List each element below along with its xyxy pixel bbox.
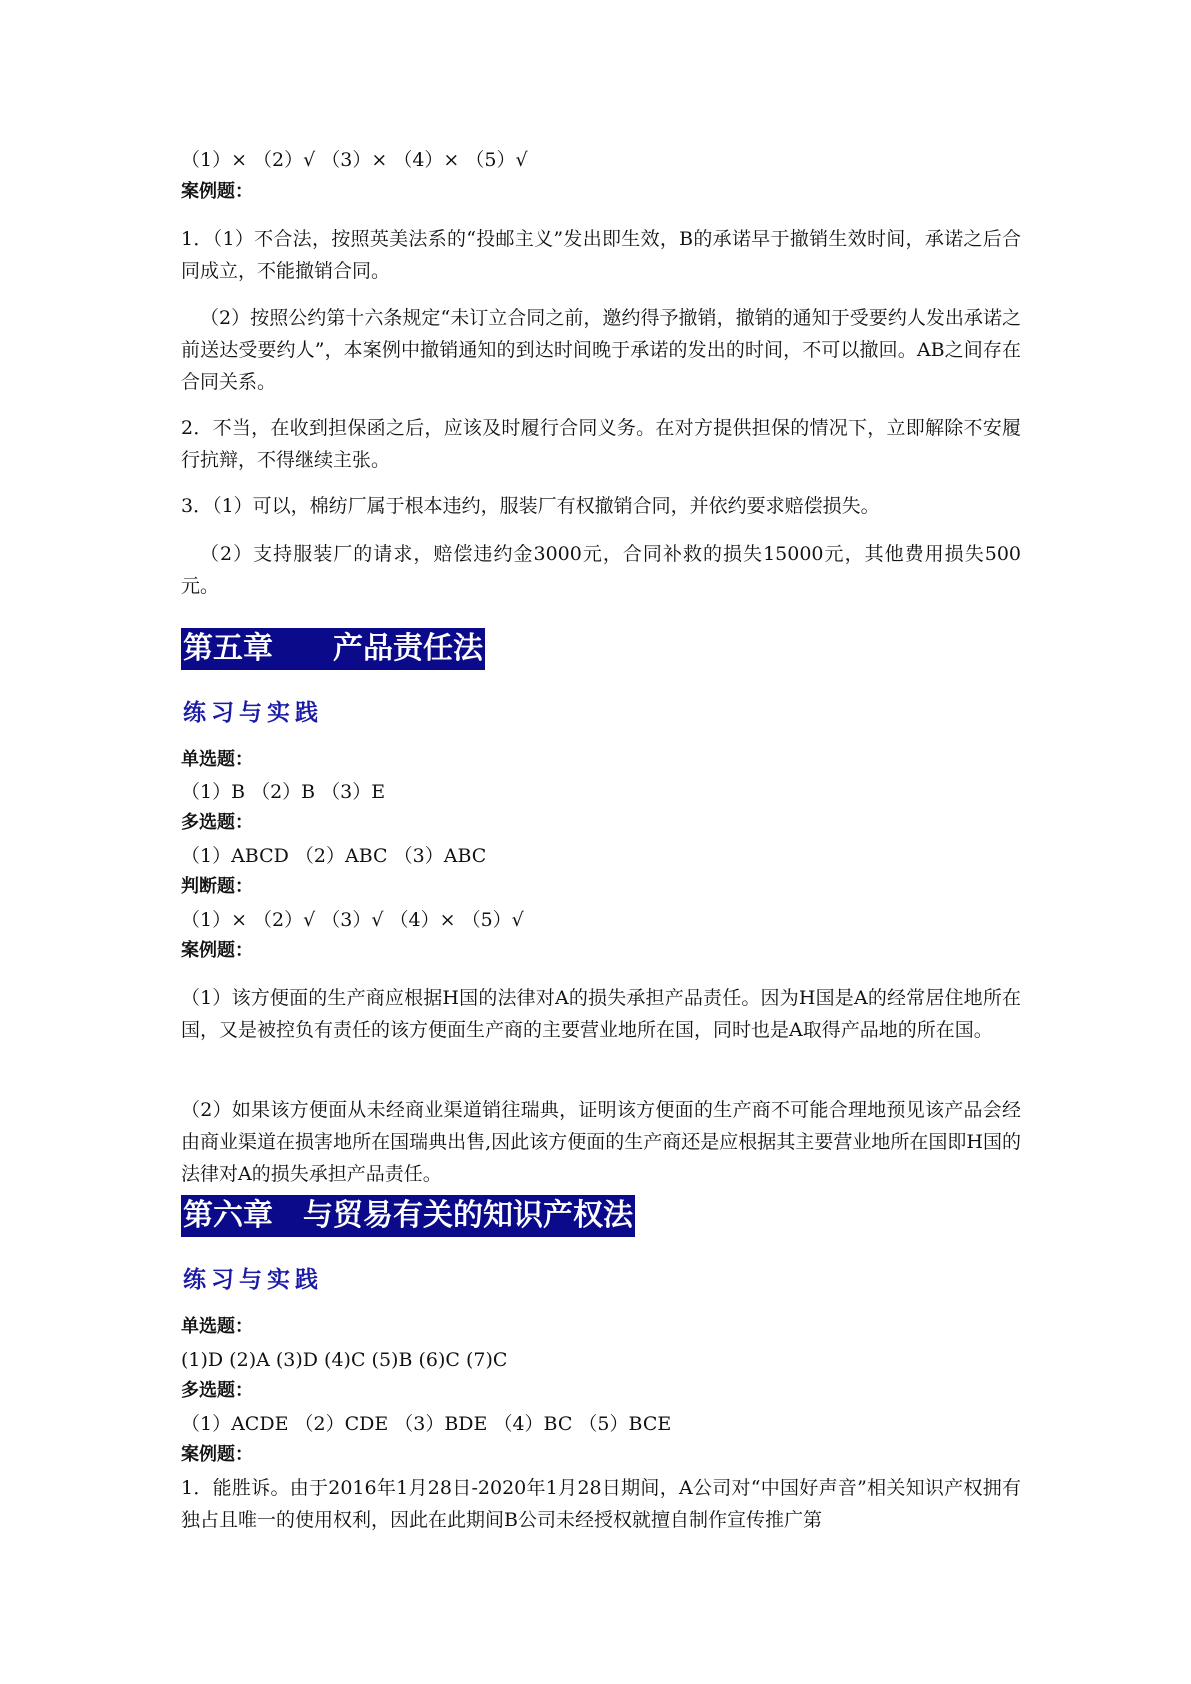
ch5-single-choice-label: 单选题： bbox=[181, 749, 253, 770]
ch5-multi-choice-answers: （1）ABCD （2）ABC （3）ABC bbox=[181, 845, 487, 867]
ch5-case-paragraph1: （1）该方便面的生产商应根据H国的法律对A的损失承担产品责任。因为H国是A的经常居住地所在国，又是被控负有责任的该方便面生产商的主要营业地所在国，同时也是A取得产品地的所在国。 bbox=[181, 987, 1021, 1041]
ch6-multi-choice-label: 多选题： bbox=[181, 1380, 253, 1401]
ch5-case-paragraph2: （2）如果该方便面从未经商业渠道销往瑞典，证明该方便面的生产商不可能合理地预见该产品会经由商业渠道在损害地所在国瑞典出售,因此该方便面的生产商还是应根据其主要营业地所在国即H国的法律对A的损失承担产品责任。 bbox=[181, 1099, 1021, 1185]
ch5-single-choice-answers: （1）B （2）B （3）E bbox=[181, 781, 386, 803]
chapter6-heading: 第六章 与贸易有关的知识产权法 bbox=[181, 1195, 635, 1237]
ch6-case-label: 案例题： bbox=[181, 1444, 253, 1465]
chapter6-practice-heading: 练习与实践 bbox=[183, 1267, 323, 1293]
ch4-case-label: 案例题： bbox=[181, 181, 253, 202]
ch5-judge-label: 判断题： bbox=[181, 876, 253, 897]
chapter5-heading: 第五章 产品责任法 bbox=[181, 628, 485, 670]
chapter5-practice-heading: 练习与实践 bbox=[183, 700, 323, 726]
ch4-case1-paragraph1: 1．（1）不合法，按照英美法系的“投邮主义”发出即生效，B的承诺早于撤销生效时间，承诺之后合同成立，不能撤销合同。 bbox=[181, 228, 1021, 282]
ch6-multi-choice-answers: （1）ACDE （2）CDE （3）BDE （4）BC （5）BCE bbox=[181, 1413, 672, 1435]
ch4-case3-paragraph1: 3．（1）可以，棉纺厂属于根本违约，服装厂有权撤销合同，并依约要求赔偿损失。 bbox=[181, 495, 880, 517]
ch5-judge-answers: （1）× （2）√ （3）√ （4）× （5）√ bbox=[181, 909, 524, 931]
ch6-single-choice-label: 单选题： bbox=[181, 1316, 253, 1337]
ch4-case2-paragraph: 2．不当，在收到担保函之后，应该及时履行合同义务。在对方提供担保的情况下，立即解除不安履行抗辩，不得继续主张。 bbox=[181, 417, 1021, 471]
ch5-case-label: 案例题： bbox=[181, 940, 253, 961]
ch5-multi-choice-label: 多选题： bbox=[181, 812, 253, 833]
ch4-judge-answers: （1）× （2）√ （3）× （4）× （5）√ bbox=[181, 149, 528, 171]
ch6-case1-paragraph: 1．能胜诉。由于2016年1月28日-2020年1月28日期间，A公司对“中国好声音”相关知识产权拥有独占且唯一的使用权利，因此在此期间B公司未经授权就擅自制作宣传推广第 bbox=[181, 1477, 1021, 1531]
ch6-single-choice-answers: (1)D (2)A (3)D (4)C (5)B (6)C (7)C bbox=[181, 1349, 508, 1371]
ch4-case1-paragraph2: （2）按照公约第十六条规定“未订立合同之前，邀约得予撤销，撤销的通知于受要约人发出承诺之前送达受要约人”，本案例中撤销通知的到达时间晚于承诺的发出的时间，不可以撤回。AB之间存在合同关系。 bbox=[181, 307, 1021, 393]
ch4-case3-paragraph2: （2）支持服装厂的请求，赔偿违约金3000元，合同补救的损失15000元，其他费用损失500元。 bbox=[181, 543, 1021, 597]
